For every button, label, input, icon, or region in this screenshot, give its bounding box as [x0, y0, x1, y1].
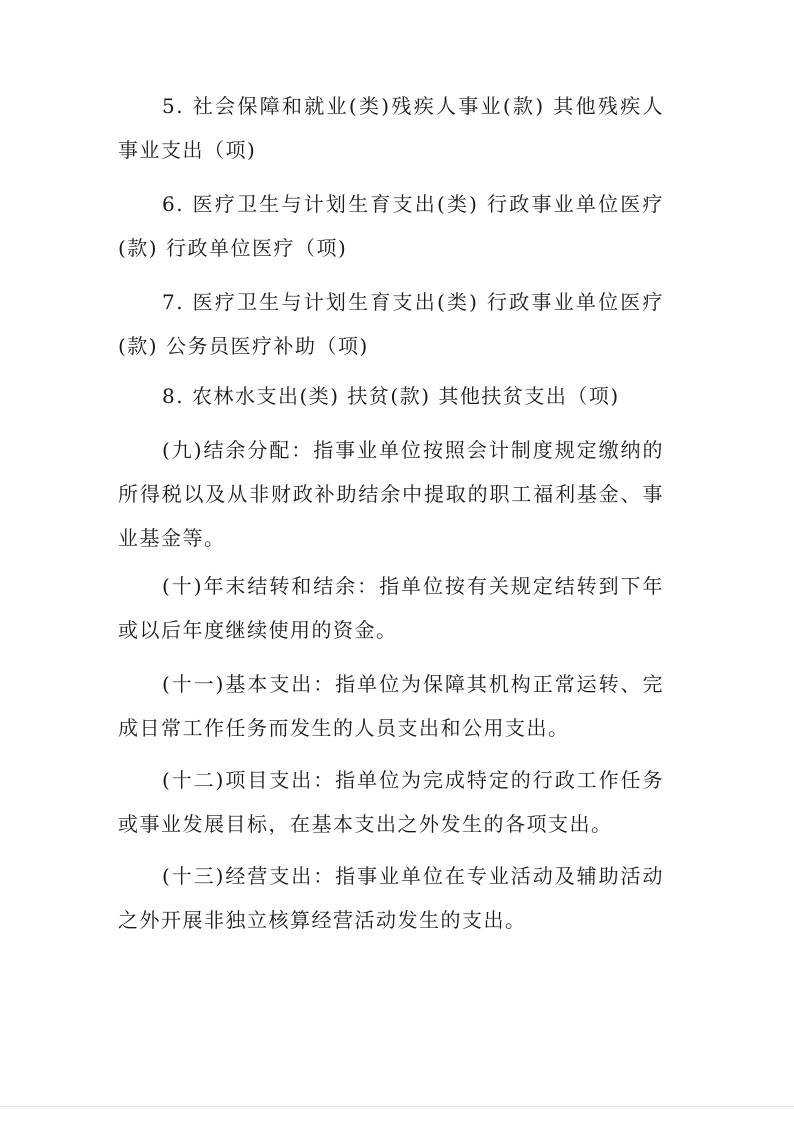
bottom-divider: [0, 1106, 794, 1107]
paragraph-surplus-distribution: (九)结余分配：指事业单位按照会计制度规定缴纳的所得税以及从非财政补助结余中提取的职工福利基金、事业基金等。: [118, 438, 664, 550]
paragraph-item-7: 7. 医疗卫生与计划生育支出(类) 行政事业单位医疗(款) 公务员医疗补助（项): [118, 290, 664, 358]
paragraph-basic-expenditure: (十一)基本支出：指单位为保障其机构正常运转、完成日常工作任务而发生的人员支出和公用支出。: [118, 672, 664, 740]
paragraph-item-6: 6. 医疗卫生与计划生育支出(类) 行政事业单位医疗(款) 行政单位医疗（项): [118, 192, 664, 260]
paragraph-operating-expenditure: (十三)经营支出：指事业单位在专业活动及辅助活动之外开展非独立核算经营活动发生的支出。: [118, 864, 664, 932]
paragraph-item-5: 5. 社会保障和就业(类)残疾人事业(款) 其他残疾人事业支出（项): [118, 94, 664, 162]
paragraph-item-8: 8. 农林水支出(类) 扶贫(款) 其他扶贫支出（项): [162, 384, 620, 408]
paragraph-project-expenditure: (十二)项目支出：指单位为完成特定的行政工作任务或事业发展目标，在基本支出之外发生的各项支出。: [118, 768, 664, 836]
paragraph-year-end-carryover: (十)年末结转和结余：指单位按有关规定结转到下年或以后年度继续使用的资金。: [118, 574, 664, 642]
